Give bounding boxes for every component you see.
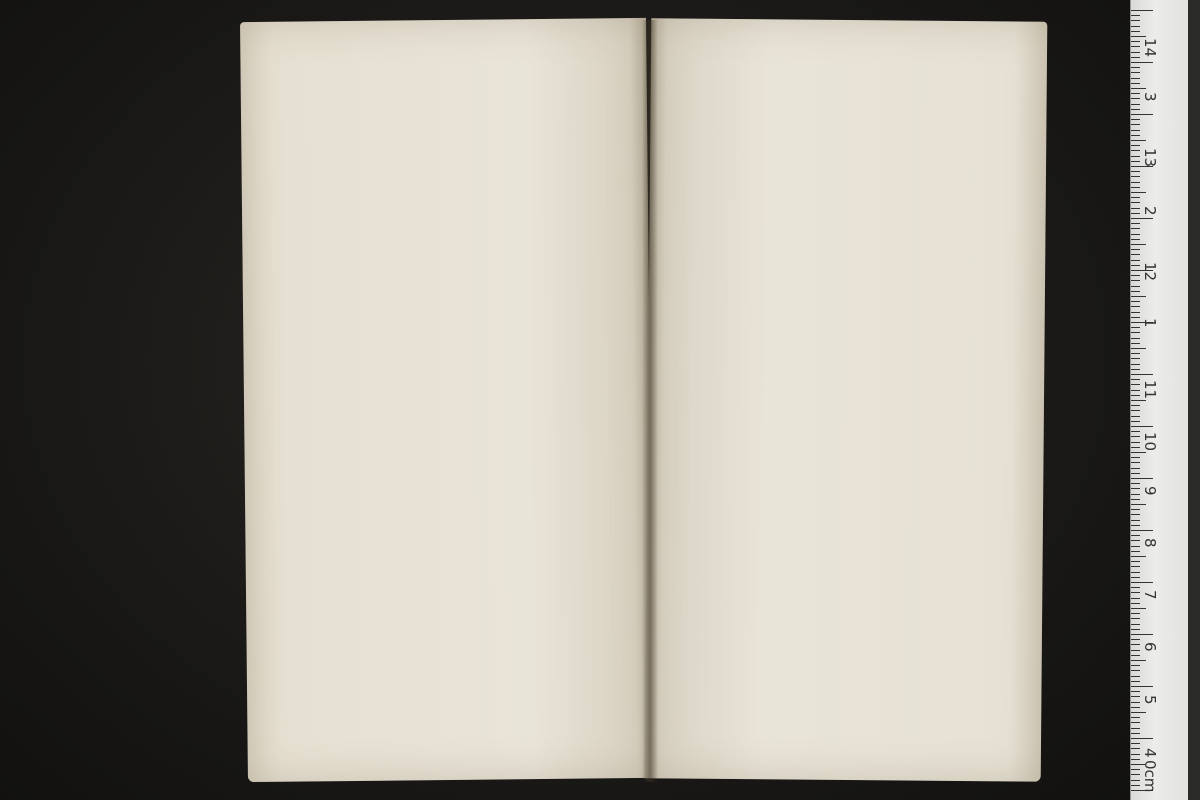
left-page <box>240 18 654 782</box>
ruler-tick <box>1131 208 1140 209</box>
ruler-tick <box>1131 213 1140 214</box>
ruler-edge <box>1188 0 1200 800</box>
ruler-tick <box>1131 104 1140 105</box>
ruler-tick <box>1131 686 1153 687</box>
ruler-tick <box>1131 603 1140 604</box>
ruler-tick <box>1131 462 1140 463</box>
ruler-tick <box>1131 20 1140 21</box>
ruler-label: 1 <box>1141 318 1159 328</box>
ruler-tick <box>1131 187 1140 188</box>
ruler-tick <box>1131 338 1140 339</box>
ruler-tick <box>1131 130 1140 131</box>
ruler-tick <box>1131 390 1140 391</box>
ruler-tick <box>1131 483 1140 484</box>
ruler-tick <box>1131 702 1140 703</box>
ruler-tick <box>1131 374 1153 375</box>
ruler-tick <box>1131 343 1140 344</box>
ruler-tick <box>1131 457 1140 458</box>
ruler-tick <box>1131 707 1140 708</box>
ruler-tick <box>1131 317 1140 318</box>
ruler-tick <box>1131 587 1140 588</box>
ruler-tick <box>1131 296 1146 297</box>
ruler-tick <box>1131 332 1140 333</box>
ruler-tick <box>1131 161 1140 162</box>
ruler-tick <box>1131 124 1140 125</box>
ruler-tick <box>1131 286 1140 287</box>
ruler-tick <box>1131 712 1146 713</box>
ruler-tick <box>1131 624 1140 625</box>
ruler-tick <box>1131 681 1140 682</box>
ruler-tick <box>1131 83 1140 84</box>
ruler-tick <box>1131 234 1140 235</box>
ruler-tick <box>1131 468 1140 469</box>
ruler-tick <box>1131 78 1140 79</box>
ruler-tick <box>1131 577 1140 578</box>
ruler-tick <box>1131 785 1140 786</box>
ruler-tick <box>1131 691 1140 692</box>
ruler-label: 3 <box>1141 92 1159 102</box>
ruler-tick <box>1131 395 1140 396</box>
ruler-label: 4 <box>1141 748 1159 758</box>
ruler-tick <box>1131 551 1140 552</box>
ruler-tick <box>1131 239 1140 240</box>
ruler-tick <box>1131 275 1140 276</box>
ruler-tick <box>1131 93 1140 94</box>
ruler-tick <box>1131 478 1153 479</box>
ruler-label: 0cm <box>1141 760 1159 793</box>
ruler-tick <box>1131 67 1140 68</box>
ruler-tick <box>1131 655 1140 656</box>
ruler-tick <box>1131 660 1146 661</box>
ruler-tick <box>1131 171 1140 172</box>
ruler-label: 2 <box>1141 206 1159 216</box>
ruler-label: 5 <box>1141 695 1159 705</box>
ruler-tick <box>1131 140 1146 141</box>
ruler-tick <box>1131 520 1140 521</box>
ruler-tick <box>1131 769 1140 770</box>
ruler-tick <box>1131 722 1140 723</box>
ruler-tick <box>1131 327 1140 328</box>
ruler-tick <box>1131 364 1140 365</box>
ruler-label: 9 <box>1141 486 1159 496</box>
ruler-tick <box>1131 592 1140 593</box>
ruler-tick <box>1131 639 1140 640</box>
ruler-tick <box>1131 535 1140 536</box>
measuring-ruler <box>1130 0 1189 800</box>
ruler-tick <box>1131 754 1140 755</box>
ruler-tick <box>1131 192 1146 193</box>
ruler-tick <box>1131 197 1140 198</box>
ruler-tick <box>1131 46 1140 47</box>
ruler-tick <box>1131 546 1140 547</box>
ruler-tick <box>1131 650 1140 651</box>
ruler-tick <box>1131 728 1140 729</box>
ruler-tick <box>1131 15 1140 16</box>
ruler-tick <box>1131 182 1140 183</box>
book-gutter <box>642 20 658 782</box>
ruler-tick <box>1131 644 1140 645</box>
ruler-tick <box>1131 452 1146 453</box>
ruler-tick <box>1131 249 1140 250</box>
ruler-tick <box>1131 41 1140 42</box>
ruler-tick <box>1131 416 1140 417</box>
ruler-tick <box>1131 572 1140 573</box>
ruler-tick <box>1131 629 1140 630</box>
ruler-tick <box>1131 176 1140 177</box>
ruler-tick <box>1131 244 1146 245</box>
ruler-tick <box>1131 582 1153 583</box>
ruler-tick <box>1131 431 1140 432</box>
ruler-tick <box>1131 312 1140 313</box>
ruler-tick <box>1131 759 1140 760</box>
ruler-tick <box>1131 72 1140 73</box>
ruler-tick <box>1131 301 1140 302</box>
ruler-tick <box>1131 291 1140 292</box>
ruler-tick <box>1131 738 1153 739</box>
ruler-tick <box>1131 384 1140 385</box>
ruler-tick <box>1131 613 1140 614</box>
ruler-tick <box>1131 306 1140 307</box>
ruler-tick <box>1131 254 1140 255</box>
ruler-tick <box>1131 145 1140 146</box>
ruler-label: 14 <box>1141 38 1159 58</box>
ruler-tick <box>1131 400 1146 401</box>
ruler-tick <box>1131 223 1140 224</box>
ruler-tick <box>1131 150 1140 151</box>
ruler-tick <box>1131 228 1140 229</box>
ruler-tick <box>1131 156 1140 157</box>
ruler-tick <box>1131 774 1140 775</box>
ruler-tick <box>1131 494 1140 495</box>
ruler-tick <box>1131 10 1153 11</box>
ruler-tick <box>1131 36 1146 37</box>
ruler-tick <box>1131 135 1140 136</box>
ruler-tick <box>1131 260 1140 261</box>
ruler-tick <box>1131 62 1153 63</box>
ruler-tick <box>1131 561 1140 562</box>
ruler-tick <box>1131 509 1140 510</box>
ruler-tick <box>1131 540 1140 541</box>
ruler-tick <box>1131 88 1146 89</box>
ruler-tick <box>1131 676 1140 677</box>
ruler-tick <box>1131 514 1140 515</box>
open-book <box>244 20 1048 782</box>
ruler-tick <box>1131 202 1140 203</box>
ruler-label: 12 <box>1141 262 1159 282</box>
ruler-tick <box>1131 26 1140 27</box>
ruler-label: 13 <box>1141 148 1159 168</box>
ruler-tick <box>1131 379 1140 380</box>
ruler-tick <box>1131 665 1140 666</box>
ruler-tick <box>1131 442 1140 443</box>
ruler-tick <box>1131 525 1140 526</box>
ruler-label: 6 <box>1141 642 1159 652</box>
ruler-tick <box>1131 473 1140 474</box>
ruler-tick <box>1131 634 1153 635</box>
ruler-tick <box>1131 743 1140 744</box>
ruler-tick <box>1131 717 1140 718</box>
ruler-tick <box>1131 405 1140 406</box>
ruler-tick <box>1131 410 1140 411</box>
ruler-tick <box>1131 426 1153 427</box>
ruler-tick <box>1131 696 1140 697</box>
ruler-tick <box>1131 109 1140 110</box>
ruler-tick <box>1131 608 1146 609</box>
ruler-tick <box>1131 504 1146 505</box>
ruler-label: 10 <box>1141 432 1159 452</box>
ruler-tick <box>1131 52 1140 53</box>
ruler-tick <box>1131 488 1140 489</box>
ruler-tick <box>1131 369 1140 370</box>
ruler-label: 11 <box>1141 380 1159 400</box>
ruler-tick <box>1131 353 1140 354</box>
ruler-tick <box>1131 670 1140 671</box>
ruler-tick <box>1131 566 1140 567</box>
ruler-tick <box>1131 348 1146 349</box>
ruler-tick <box>1131 421 1140 422</box>
ruler-tick <box>1131 358 1140 359</box>
ruler-label: 8 <box>1141 538 1159 548</box>
ruler-tick <box>1131 218 1153 219</box>
ruler-tick <box>1131 618 1140 619</box>
ruler-tick <box>1131 748 1140 749</box>
ruler-tick <box>1131 31 1140 32</box>
ruler-tick <box>1131 280 1140 281</box>
ruler-tick <box>1131 436 1140 437</box>
ruler-tick <box>1131 57 1140 58</box>
right-page <box>645 18 1048 781</box>
ruler-tick <box>1131 98 1140 99</box>
ruler-tick <box>1131 556 1146 557</box>
ruler-tick <box>1131 119 1140 120</box>
ruler-tick <box>1131 447 1140 448</box>
ruler-label: 7 <box>1141 590 1159 600</box>
ruler-tick <box>1131 733 1140 734</box>
ruler-tick <box>1131 530 1153 531</box>
ruler-tick <box>1131 780 1140 781</box>
ruler-tick <box>1131 598 1140 599</box>
ruler-tick <box>1131 114 1153 115</box>
ruler-tick <box>1131 265 1140 266</box>
ruler-tick <box>1131 499 1140 500</box>
